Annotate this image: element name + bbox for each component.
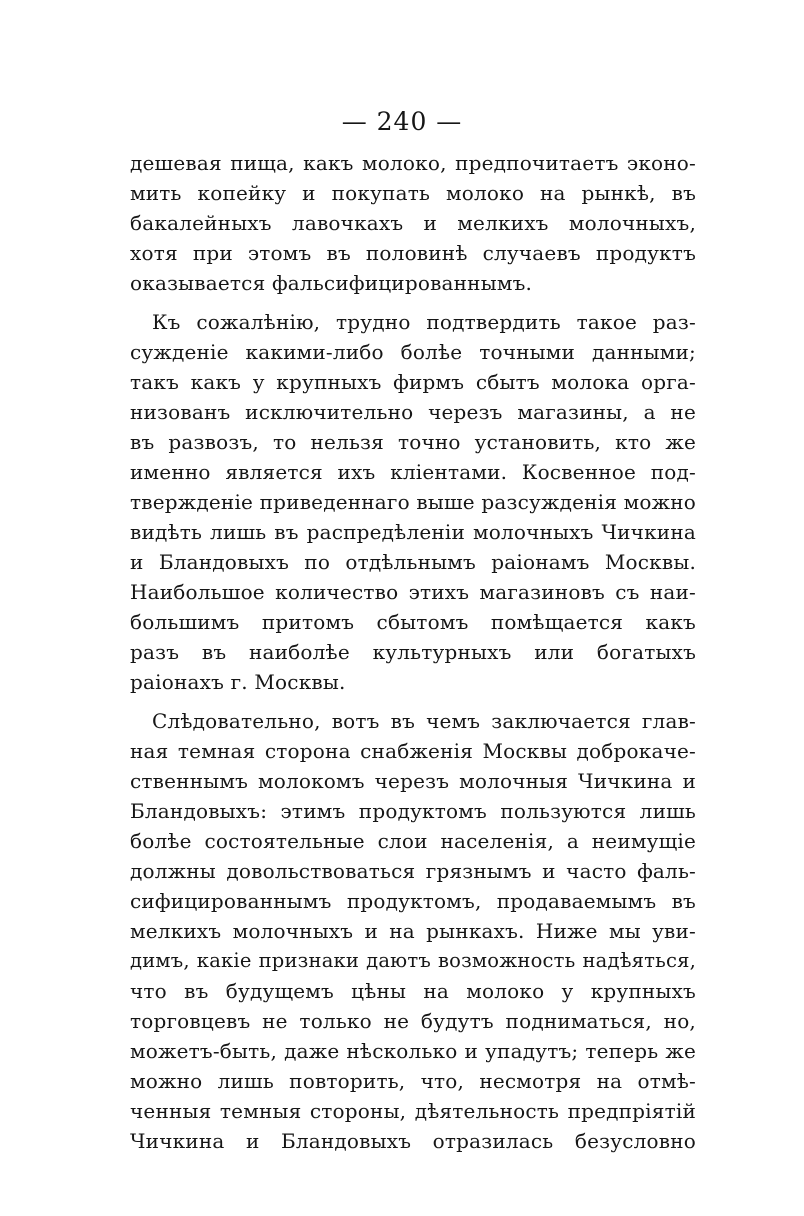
text-line: торговцевъ не только не будутъ подниматься, но, (130, 1009, 696, 1033)
text-line: именно является ихъ кліентами. Косвенное под- (130, 460, 696, 484)
body-text (130, 148, 696, 1165)
text-line: въ развозъ, то нельзя точно установить, кто же (130, 430, 696, 454)
text-line: разъ въ наиболѣе культурныхъ или богатыхъ (130, 640, 696, 664)
text-line: бакалейныхъ лавочкахъ и мелкихъ молочныхъ, (130, 211, 696, 235)
text-line: ственнымъ молокомъ черезъ молочныя Чичкина и (130, 769, 696, 793)
text-line: низованъ исключительно черезъ магазины, а не (130, 400, 696, 424)
text-line: видѣть лишь въ распредѣленіи молочныхъ Чичкина (130, 520, 696, 544)
text-line: хотя при этомъ въ половинѣ случаевъ продуктъ (130, 241, 696, 265)
text-line: и Бландовыхъ по отдѣльнымъ раіонамъ Москвы. (130, 550, 696, 574)
text-line: Бландовыхъ: этимъ продуктомъ пользуются лишь (130, 799, 696, 823)
text-line: болѣе состоятельные слои населенія, а неимущіе (130, 829, 696, 853)
text-line: сужденіе какими-либо болѣе точными данными; (130, 340, 696, 364)
text-line: что въ будущемъ цѣны на молоко у крупныхъ (130, 979, 696, 1003)
text-line: большимъ притомъ сбытомъ помѣщается какъ (130, 610, 696, 634)
text-line: Слѣдовательно, вотъ въ чемъ заключается глав- (152, 709, 696, 733)
text-line: Чичкина и Бландовыхъ отразилась безусловно (130, 1129, 696, 1153)
text-line: раіонахъ г. Москвы. (130, 670, 346, 694)
text-line: ная темная сторона снабженія Москвы доброкаче- (130, 739, 696, 763)
text-line: оказывается фальсифицированнымъ. (130, 271, 533, 295)
text-line: твержденіе приведеннаго выше разсужденія можно (130, 490, 696, 514)
page-number: — 240 — (341, 107, 463, 136)
text-line: Наибольшое количество этихъ магазиновъ съ наи- (130, 580, 696, 604)
text-line: ченныя темныя стороны, дѣятельность предпріятій (130, 1099, 696, 1123)
text-line: можно лишь повторить, что, несмотря на отмѣ- (130, 1069, 696, 1093)
paragraph-3 (130, 706, 696, 1156)
paragraph-1 (130, 148, 696, 298)
text-line: дешевая пища, какъ молоко, предпочитаетъ эконо- (130, 151, 696, 175)
text-line: мить копейку и покупать молоко на рынкѣ, въ (130, 181, 696, 205)
text-line: сифицированнымъ продуктомъ, продаваемымъ въ (130, 889, 696, 913)
text-line: димъ, какіе признаки даютъ возможность надѣяться, (130, 949, 696, 972)
text-line: должны довольствоваться грязнымъ и часто фаль- (130, 859, 696, 883)
text-line: мелкихъ молочныхъ и на рынкахъ. Ниже мы уви- (130, 919, 696, 943)
text-line: Къ сожалѣнію, трудно подтвердить такое раз- (152, 310, 696, 334)
text-line: такъ какъ у крупныхъ фирмъ сбытъ молока орга- (130, 370, 696, 394)
text-line: можетъ-быть, даже нѣсколько и упадутъ; теперь же (130, 1039, 696, 1063)
paragraph-2 (130, 307, 696, 697)
